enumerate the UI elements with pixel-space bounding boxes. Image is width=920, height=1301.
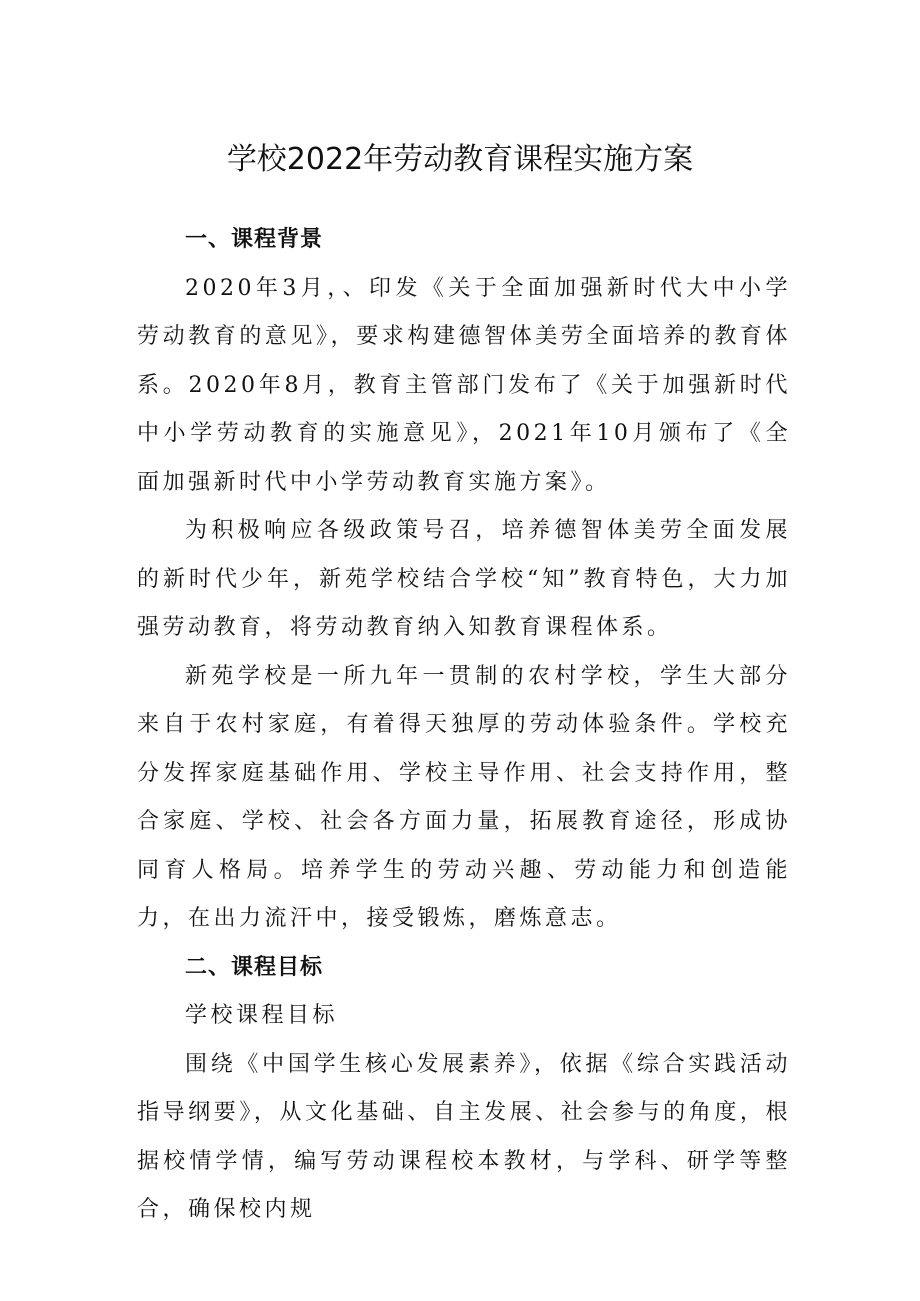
section-heading-background: 一、课程背景: [185, 227, 324, 252]
subheading-school-goals: 学校课程目标: [185, 1003, 339, 1028]
document-body: [137, 216, 791, 1235]
paragraph-goals: 围绕《中国学生核心发展素养》，依据《综合实践活动指导纲要》，从文化基础、自主发展、社会参与的角度，根据校情学情，编写劳动课程校本教材，与学科、研学等整合，确保校内规: [137, 1051, 791, 1222]
paragraph-policy: 2020年3月，、印发《关于全面加强新时代大中小学劳动教育的意见》，要求构建德智体美劳全面培养的教育体系。2020年8月，教育主管部门发布了《关于加强新时代中小学劳动教育的实施意见》，2021年10月颁布了《全面加强新时代中小学劳动教育实施方案》。: [137, 275, 791, 495]
paragraph-school: 新苑学校是一所九年一贯制的农村学校，学生大部分来自于农村家庭，有着得天独厚的劳动体验条件。学校充分发挥家庭基础作用、学校主导作用、社会支持作用，整合家庭、学校、社会各方面力量，拓展教育途径，形成协同育人格局。培养学生的劳动兴趣、劳动能力和创造能力，在出力流汗中，接受锻炼，磨炼意志。: [137, 663, 791, 931]
section-heading-goals: 二、课程目标: [185, 954, 324, 980]
paragraph-response: 为积极响应各级政策号召，培养德智体美劳全面发展的新时代少年，新苑学校结合学校“知”教育特色，大力加强劳动教育，将劳动教育纳入知教育课程体系。: [137, 518, 791, 640]
document-title: 学校2022年劳动教育课程实施方案: [226, 142, 694, 177]
